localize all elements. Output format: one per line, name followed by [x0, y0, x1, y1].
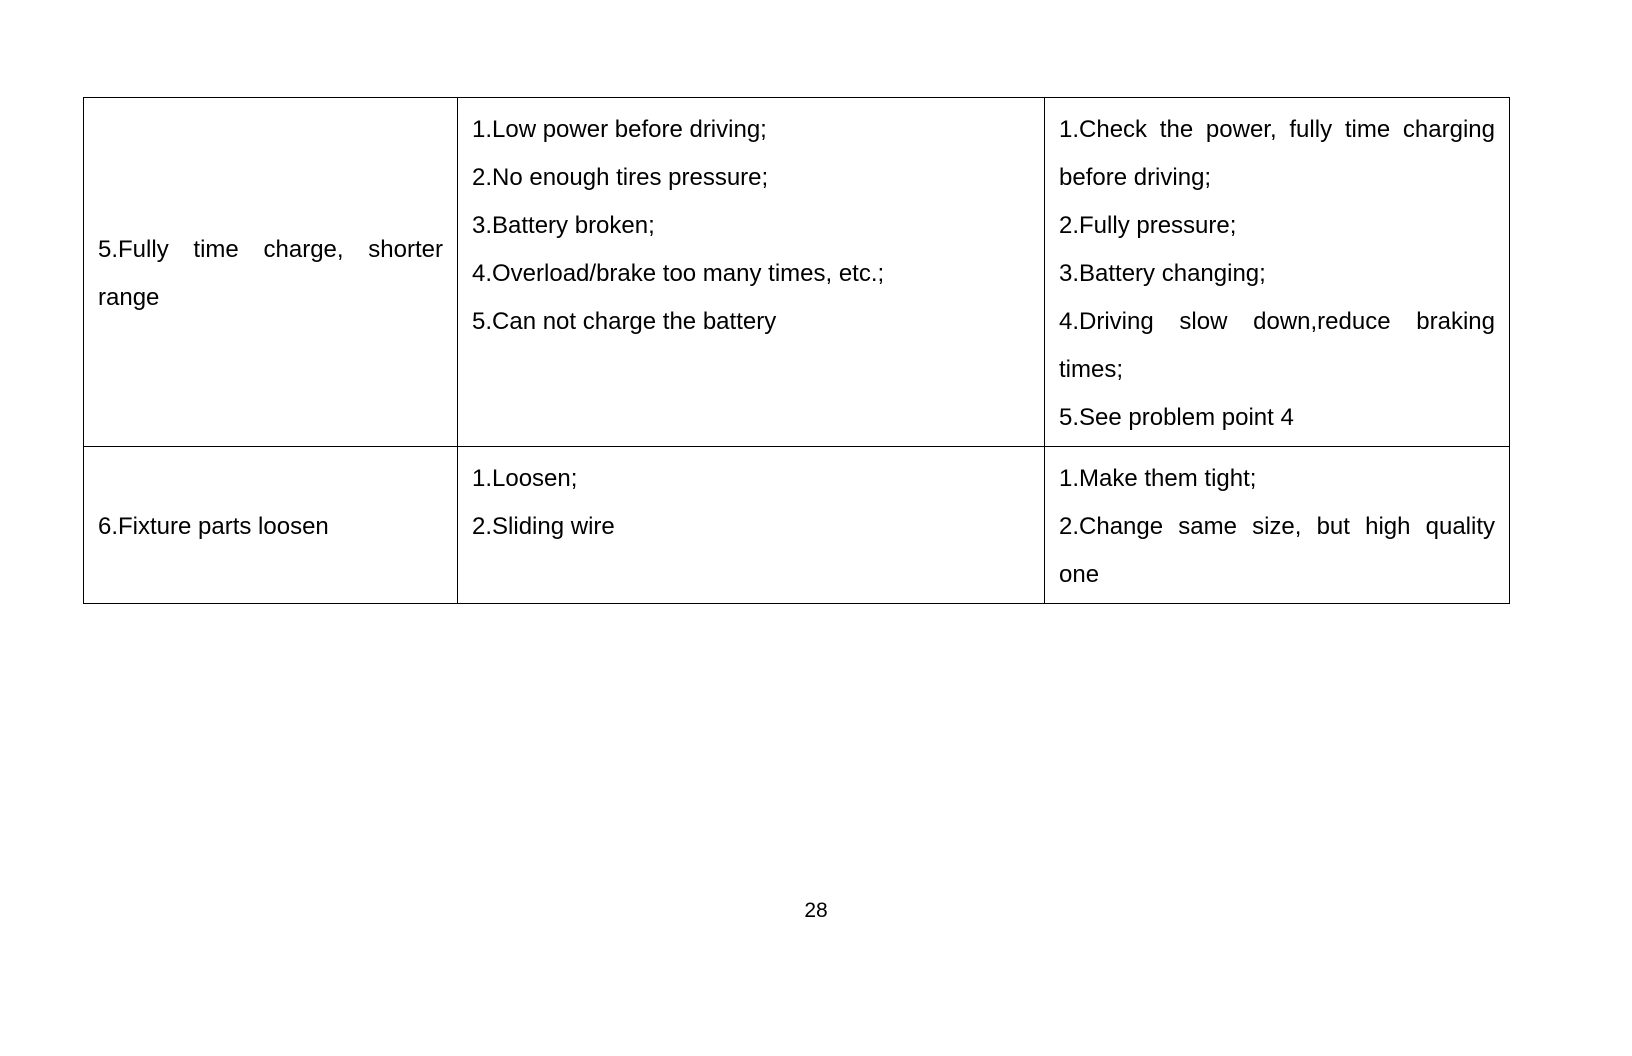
causes-cell — [458, 98, 1045, 447]
cause-item: 4.Overload/brake too many times, etc.; — [472, 260, 885, 287]
cause-item: 5.Can not charge the battery — [472, 308, 777, 335]
cause-item: 3.Battery broken; — [472, 212, 655, 239]
table-row — [84, 447, 1510, 604]
causes-cell — [458, 447, 1045, 604]
solution-item: 1.Check the power, fully time charging before driving; — [1059, 116, 1495, 191]
table-row — [84, 98, 1510, 447]
problem-cell — [84, 98, 458, 447]
troubleshooting-table — [83, 97, 1510, 604]
solutions-cell — [1045, 447, 1510, 604]
solution-item: 1.Make them tight; — [1059, 465, 1257, 492]
solutions-cell — [1045, 98, 1510, 447]
cause-item: 2.No enough tires pressure; — [472, 164, 769, 191]
solution-item: 5.See problem point 4 — [1059, 404, 1294, 431]
cause-item: 2.Sliding wire — [472, 513, 615, 540]
page-number: 28 — [804, 899, 828, 922]
problem-cell — [84, 447, 458, 604]
cause-item: 1.Low power before driving; — [472, 116, 767, 143]
solution-item: 4.Driving slow down,reduce braking times; — [1059, 308, 1495, 383]
cause-item: 1.Loosen; — [472, 465, 578, 492]
solution-item: 2.Change same size, but high quality one — [1059, 513, 1495, 588]
solution-item: 2.Fully pressure; — [1059, 212, 1237, 239]
solution-item: 3.Battery changing; — [1059, 260, 1266, 287]
problem-text: 6.Fixture parts loosen — [98, 513, 329, 540]
problem-text: 5.Fully time charge, shorter range — [98, 236, 443, 311]
